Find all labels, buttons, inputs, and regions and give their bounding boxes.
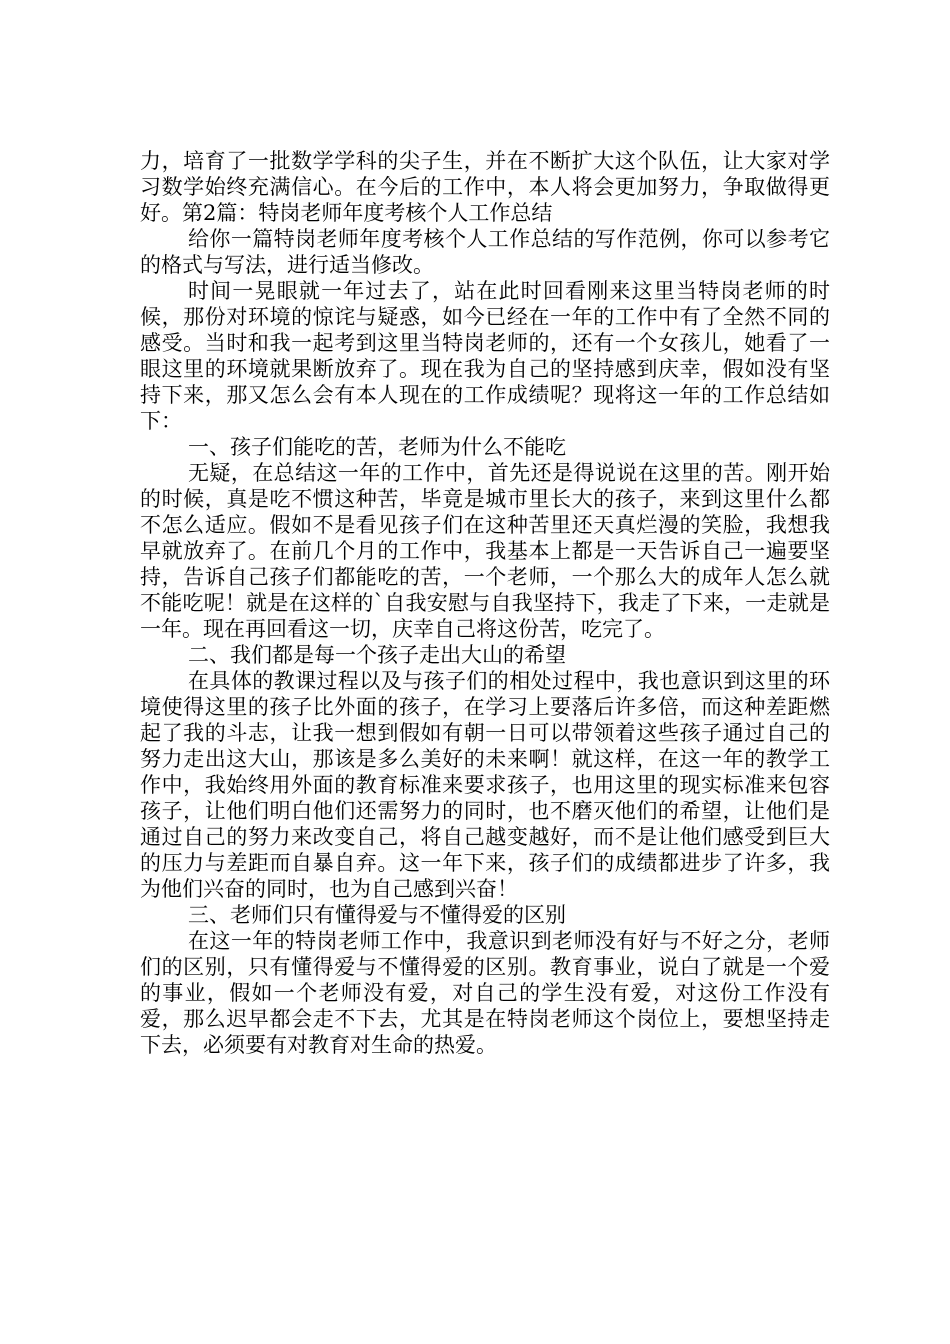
section-heading-3: 三、老师们只有懂得爱与不懂得爱的区别 — [188, 903, 566, 927]
paragraph-continuation: 力，培育了一批数学学科的尖子生，并在不断扩大这个队伍，让大家对学习数学始终充满信心。在今后的工作中，本人将会更加努力，争取做得更好。第2篇：特岗老师年度考核个人工作总结 — [140, 149, 830, 225]
section-heading-2: 二、我们都是每一个孩子走出大山的希望 — [188, 643, 566, 667]
paragraph-section-2: 在具体的教课过程以及与孩子们的相处过程中，我也意识到这里的环境使得这里的孩子比外面的孩子，在学习上要落后许多倍，而这种差距燃起了我的斗志，让我一想到假如有朝一日可以带领着这些孩子通过自己的努力走出这大山，那该是多么美好的未来啊！就这样，在这一年的教学工作中，我始终用外面的教育标准来要求孩子，也用这里的现实标准来包容孩子，让他们明白他们还需努力的同时，也不磨灭他们的希望，让他们是通过自己的努力来改变自己，将自己越变越好，而不是让他们感受到巨大的压力与差距而自暴自弃。这一年下来，孩子们的成绩都进步了许多，我为他们兴奋的同时，也为自己感到兴奋！ — [140, 669, 830, 901]
section-heading-1: 一、孩子们能吃的苦，老师为什么不能吃 — [188, 435, 566, 459]
document-page — [140, 148, 830, 1058]
paragraph-section-3: 在这一年的特岗老师工作中，我意识到老师没有好与不好之分，老师们的区别，只有懂得爱与不懂得爱的区别。教育事业，说白了就是一个爱的事业，假如一个老师没有爱，对自己的学生没有爱，对这份工作没有爱，那么迟早都会走不下去，尤其是在特岗老师这个岗位上，要想坚持走下去，必须要有对教育对生命的热爱。 — [140, 929, 830, 1057]
paragraph-opening: 时间一晃眼就一年过去了，站在此时回看刚来这里当特岗老师的时候，那份对环境的惊诧与疑惑，如今已经在一年的工作中有了全然不同的感受。当时和我一起考到这里当特岗老师的，还有一个女孩儿，她看了一眼这里的环境就果断放弃了。现在我为自己的坚持感到庆幸，假如没有坚持下来，那又怎么会有本人现在的工作成绩呢？现将这一年的工作总结如下： — [140, 279, 830, 433]
paragraph-intro: 给你一篇特岗老师年度考核个人工作总结的写作范例，你可以参考它的格式与写法，进行适当修改。 — [140, 227, 830, 277]
paragraph-section-1: 无疑，在总结这一年的工作中，首先还是得说说在这里的苦。刚开始的时候，真是吃不惯这种苦，毕竟是城市里长大的孩子，来到这里什么都不怎么适应。假如不是看见孩子们在这种苦里还天真烂漫的笑脸，我想我早就放弃了。在前几个月的工作中，我基本上都是一天告诉自己一遍要坚持，告诉自己孩子们都能吃的苦，一个老师，一个那么大的成年人怎么就不能吃呢！就是在这样的`自我安慰与自我坚持下，我走了下来，一走就是一年。现在再回看这一切，庆幸自己将这份苦，吃完了。 — [140, 461, 830, 641]
